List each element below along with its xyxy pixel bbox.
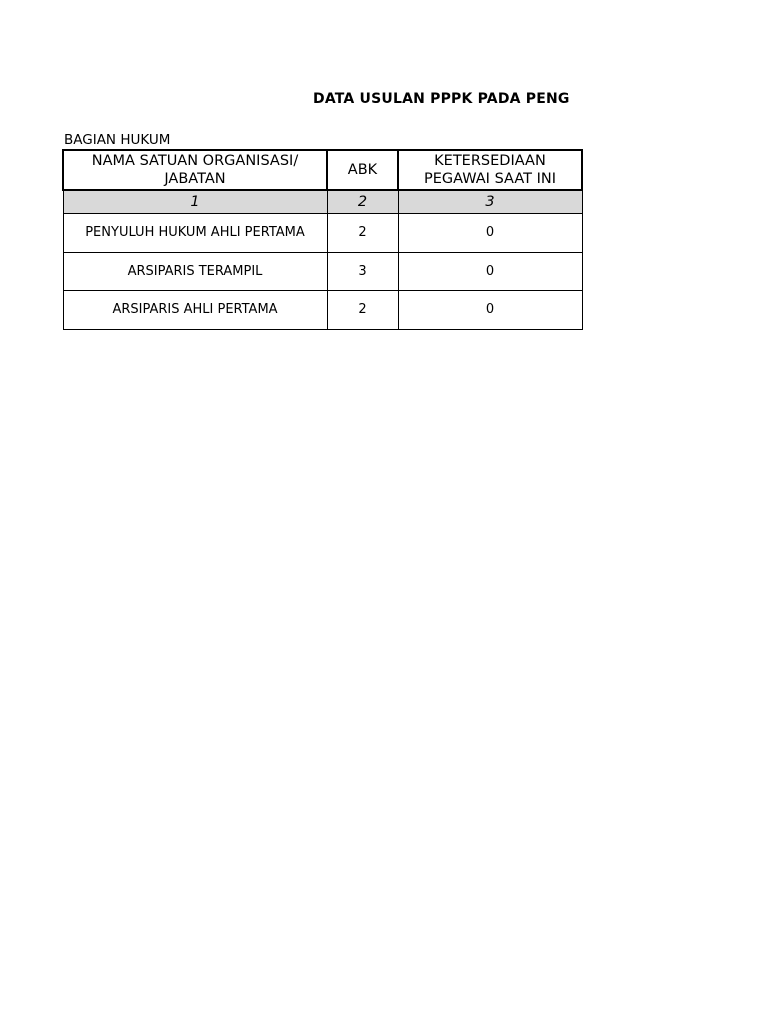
title-container <box>300 89 581 111</box>
column-number-3: 3 <box>398 190 582 214</box>
cell-ketersediaan: 0 <box>398 214 582 253</box>
cell-abk: 2 <box>327 214 398 253</box>
header-ketersediaan: KETERSEDIAAN PEGAWAI SAAT INI <box>398 150 582 190</box>
cell-abk: 2 <box>327 291 398 330</box>
section-label: BAGIAN HUKUM <box>64 132 171 148</box>
cell-abk: 3 <box>327 253 398 291</box>
cell-jabatan: PENYULUH HUKUM AHLI PERTAMA <box>63 214 327 253</box>
column-number-1: 1 <box>63 190 327 214</box>
cell-jabatan: ARSIPARIS AHLI PERTAMA <box>63 291 327 330</box>
table-row <box>63 291 582 330</box>
usulan-table <box>62 149 583 330</box>
header-nama-jabatan: NAMA SATUAN ORGANISASI/ JABATAN <box>63 150 327 190</box>
column-number-row <box>63 190 582 214</box>
header-abk: ABK <box>327 150 398 190</box>
table-row <box>63 214 582 253</box>
cell-ketersediaan: 0 <box>398 253 582 291</box>
header-row <box>63 150 582 190</box>
document-title: DATA USULAN PPPK PADA PENG <box>313 91 570 107</box>
cell-jabatan: ARSIPARIS TERAMPIL <box>63 253 327 291</box>
table-row <box>63 253 582 291</box>
column-number-2: 2 <box>327 190 398 214</box>
cell-ketersediaan: 0 <box>398 291 582 330</box>
